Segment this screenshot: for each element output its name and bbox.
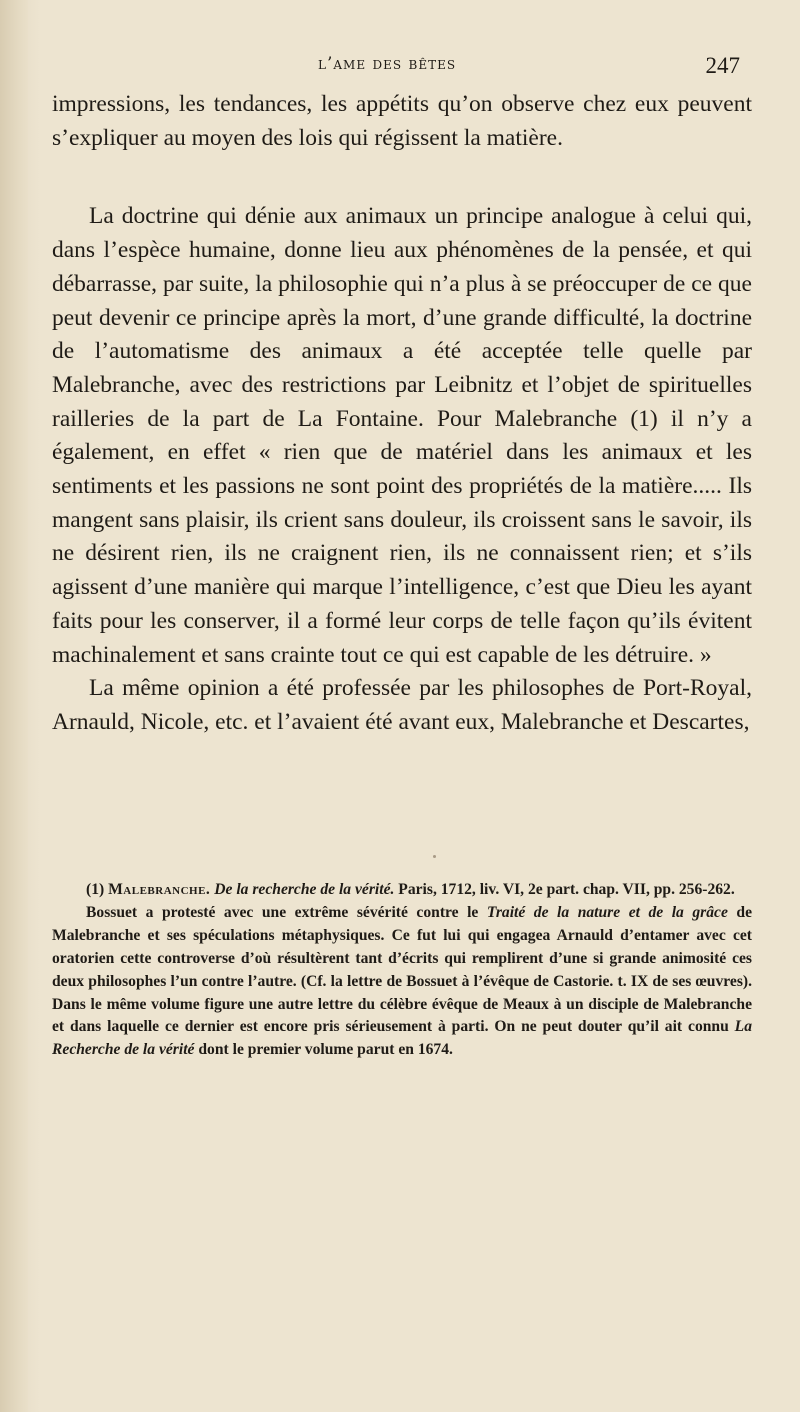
footnote-commentary: [52, 902, 752, 1062]
footnotes: [52, 879, 752, 1062]
main-text: [52, 88, 752, 740]
footnote-1: [52, 879, 752, 902]
footnote-citation: Paris, 1712, liv. VI, 2e part. chap. VII, pp. 256-262.: [398, 881, 735, 898]
footnote-text-3: dont le premier volume parut en 1674.: [198, 1041, 453, 1059]
footnote-work-2: La Recherche de la vérité: [52, 1018, 752, 1059]
footnote-marker: (1): [86, 881, 105, 898]
footnote-work-1: Traité de la nature et de la grâce: [486, 903, 728, 921]
footnote-text-2: de Malebranche et ses spéculations métaphysiques. Ce fut lui qui engagea Arnauld d’entamer avec cet oratorien cette controverse d’où résultèrent tant d’écrits qui remplirent d’une si grande animosité ces deux philosophes l’un contre l’autre. (Cf. la lettre de Bossuet à l’évêque de Castorie. t. IX de ses œuvres). Dans le même volume figure une autre lettre du célèbre évêque de Meaux à un disciple de Malebranche et dans laquelle ce dernier est encore pris sérieusement à parti. On ne peut douter qu’il ait connu: [52, 903, 752, 1036]
footnote-title: De la recherche de la vérité.: [214, 881, 395, 898]
running-head: l’ame des bêtes: [318, 54, 457, 74]
paragraph-2: La doctrine qui dénie aux animaux un principe analogue à celui qui, dans l’espèce humaine, donne lieu aux phénomènes de la pensée, et qui débarrasse, par suite, la philosophie qui n’a plus à se préoccuper de ce que peut devenir ce principe après la mort, d’une grande difficulté, la doctrine de l’automatisme des animaux a été acceptée telle quelle par Malebranche, avec des restrictions par Leibnitz et l’objet de spirituelles railleries de la part de La Fontaine. Pour Malebranche (1) il n’y a également, en effet « rien que de matériel dans les animaux et les sentiments et les passions ne sont point des propriétés de la matière..... Ils mangent sans plaisir, ils crient sans douleur, ils croissent sans le savoir, ils ne désirent rien, ils ne craignent rien, ils ne connaissent rien; et s’ils agissent d’une manière qui marque l’intelligence, c’est que Dieu les ayant faits pour les conserver, il a formé leur corps de telle façon qu’ils évitent machinalement et sans crainte tout ce qui est capable de les détruire. »: [52, 203, 752, 668]
page-number: 247: [705, 53, 740, 78]
footnote-author: Malebranche.: [108, 881, 211, 898]
separator-dot: [433, 855, 436, 858]
page-binding-edge: [0, 0, 28, 1412]
paragraph-1: impressions, les tendances, les appétits qu’on observe chez eux peuvent s’expliquer au moyen des lois qui régissent la matière.: [52, 91, 752, 151]
footnote-text-1: Bossuet a protesté avec une extrême sévérité contre le: [86, 903, 479, 921]
paragraph-3: La même opinion a été professée par les philosophes de Port-Royal, Arnauld, Nicole, etc. et l’avaient été avant eux, Malebranche et Descartes,: [52, 675, 752, 735]
